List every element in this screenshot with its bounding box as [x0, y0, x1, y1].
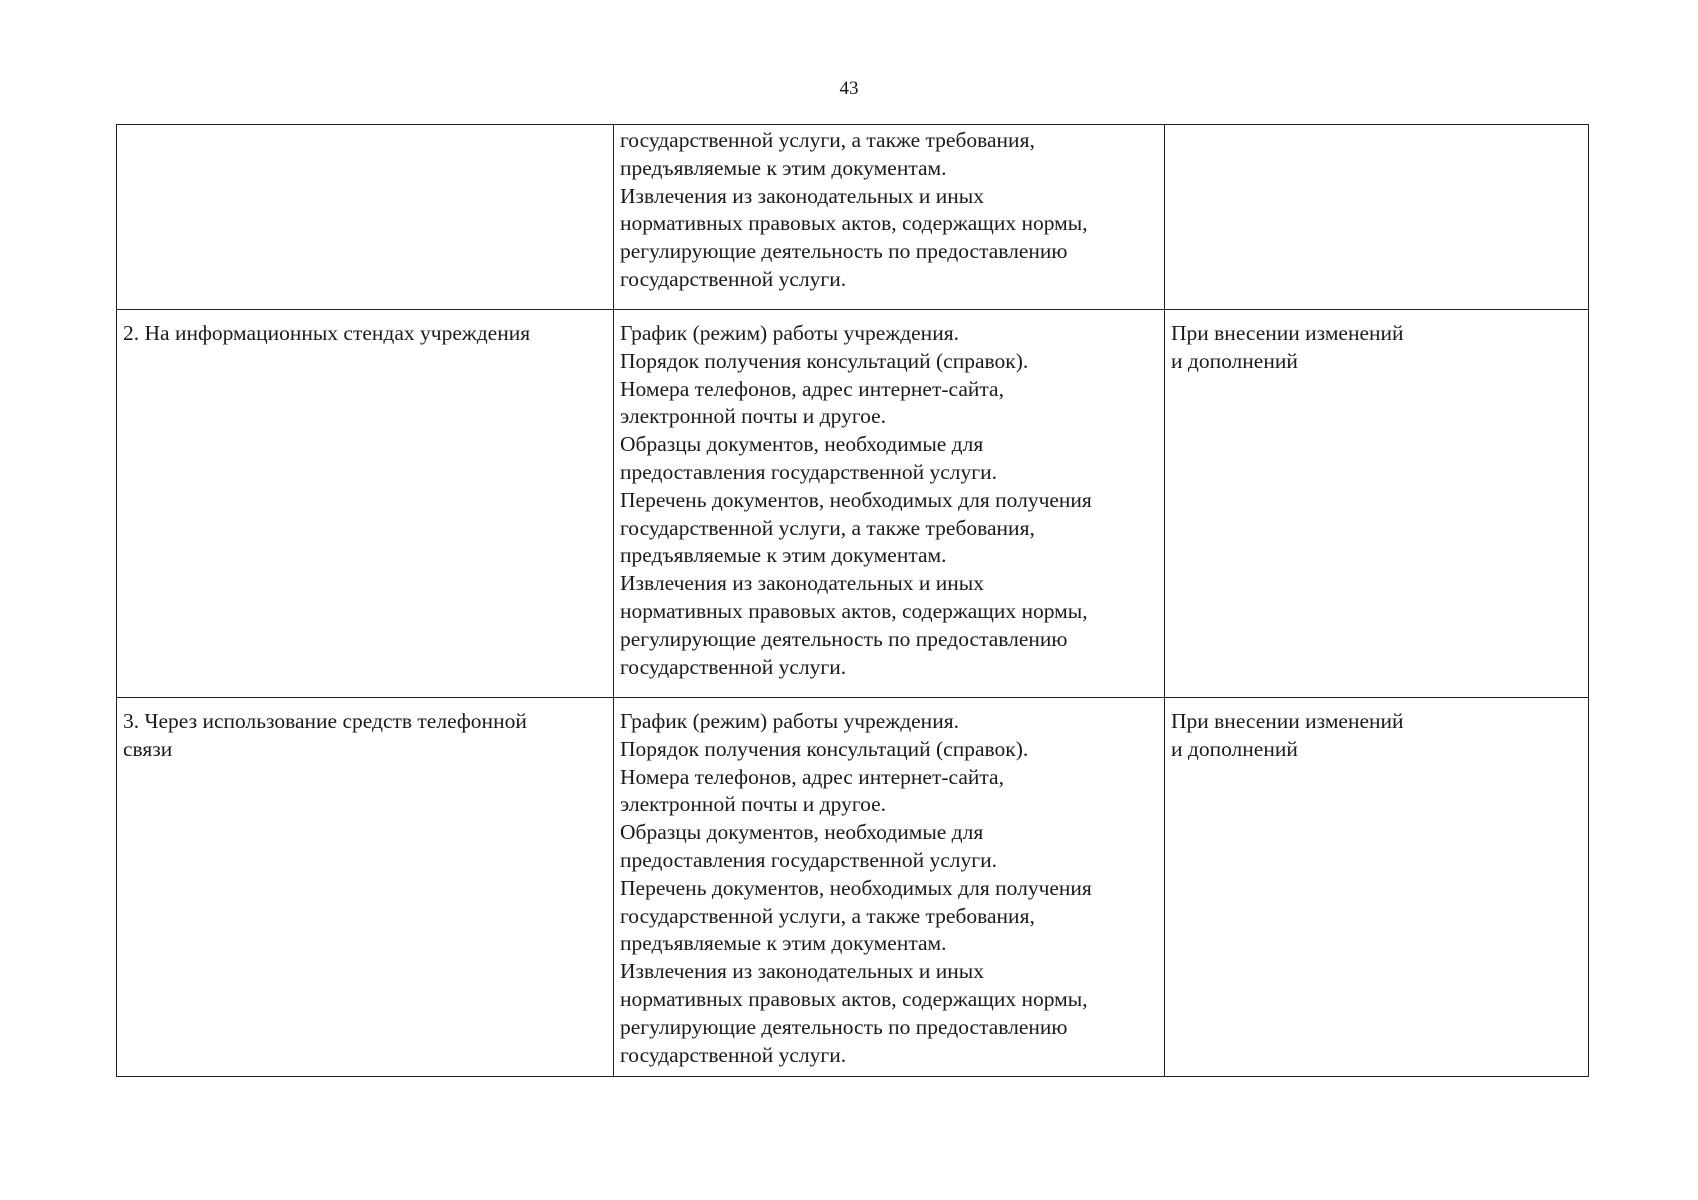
cell-content [614, 310, 1165, 698]
text-line: предъявляемые к этим документам. [620, 931, 947, 956]
text-line: связи [123, 736, 173, 761]
page-number: 43 [839, 78, 859, 99]
cell-update-period [1165, 310, 1589, 698]
text-line: График (режим) работы учреждения. [620, 709, 959, 733]
table-row [117, 310, 1589, 698]
cell-content [614, 698, 1165, 1077]
text-line: Перечень документов, необходимых для получения [620, 487, 1092, 512]
text-line: государственной услуги, а также требования, [620, 903, 1035, 928]
text-line: Порядок получения консультаций (справок). [620, 348, 1029, 373]
text-line: предоставления государственной услуги. [620, 847, 997, 872]
text-line: При внесении изменений [1171, 321, 1404, 345]
text-line: регулирующие деятельность по предоставлению [620, 626, 1068, 651]
text-line: Перечень документов, необходимых для получения [620, 875, 1092, 900]
text-line: государственной услуги. [620, 654, 847, 679]
cell-content [614, 125, 1165, 310]
info-table [116, 124, 1589, 1077]
cell-update-period [1165, 698, 1589, 1077]
text-line: нормативных правовых актов, содержащих нормы, [620, 598, 1088, 623]
text-line: государственной услуги. [620, 266, 847, 291]
text-line: регулирующие деятельность по предоставлению [620, 1014, 1068, 1039]
cell-channel [117, 310, 614, 698]
text-line: предоставления государственной услуги. [620, 459, 997, 484]
text-line: нормативных правовых актов, содержащих нормы, [620, 211, 1088, 236]
text-line: предъявляемые к этим документам. [620, 543, 947, 568]
text-line: и дополнений [1171, 348, 1298, 373]
text-line: Извлечения из законодательных и иных [620, 571, 984, 596]
text-line: Образцы документов, необходимые для [620, 432, 984, 457]
cell-channel [117, 125, 614, 310]
text-line: 3. Через использование средств телефонной [123, 709, 527, 733]
text-line: График (режим) работы учреждения. [620, 321, 959, 345]
text-line: Порядок получения консультаций (справок). [620, 736, 1029, 761]
text-line: предъявляемые к этим документам. [620, 155, 947, 180]
text-line: регулирующие деятельность по предоставлению [620, 239, 1068, 264]
cell-update-period [1165, 125, 1589, 310]
text-line: Номера телефонов, адрес интернет-сайта, [620, 764, 1004, 789]
table-row [117, 698, 1589, 1077]
text-line: 2. На информационных стендах учреждения [123, 321, 531, 345]
text-line: электронной почты и другое. [620, 792, 887, 817]
text-line: нормативных правовых актов, содержащих нормы, [620, 986, 1088, 1011]
table-row [117, 125, 1589, 310]
text-line: Номера телефонов, адрес интернет-сайта, [620, 376, 1004, 401]
text-line: государственной услуги. [620, 1042, 847, 1067]
text-line: и дополнений [1171, 736, 1298, 761]
text-line: Извлечения из законодательных и иных [620, 959, 984, 984]
text-line: государственной услуги, а также требования, [620, 128, 1035, 152]
text-line: государственной услуги, а также требования, [620, 515, 1035, 540]
text-line: Образцы документов, необходимые для [620, 820, 984, 845]
text-line: Извлечения из законодательных и иных [620, 183, 984, 208]
text-line: При внесении изменений [1171, 709, 1404, 733]
cell-channel [117, 698, 614, 1077]
text-line: электронной почты и другое. [620, 404, 887, 429]
